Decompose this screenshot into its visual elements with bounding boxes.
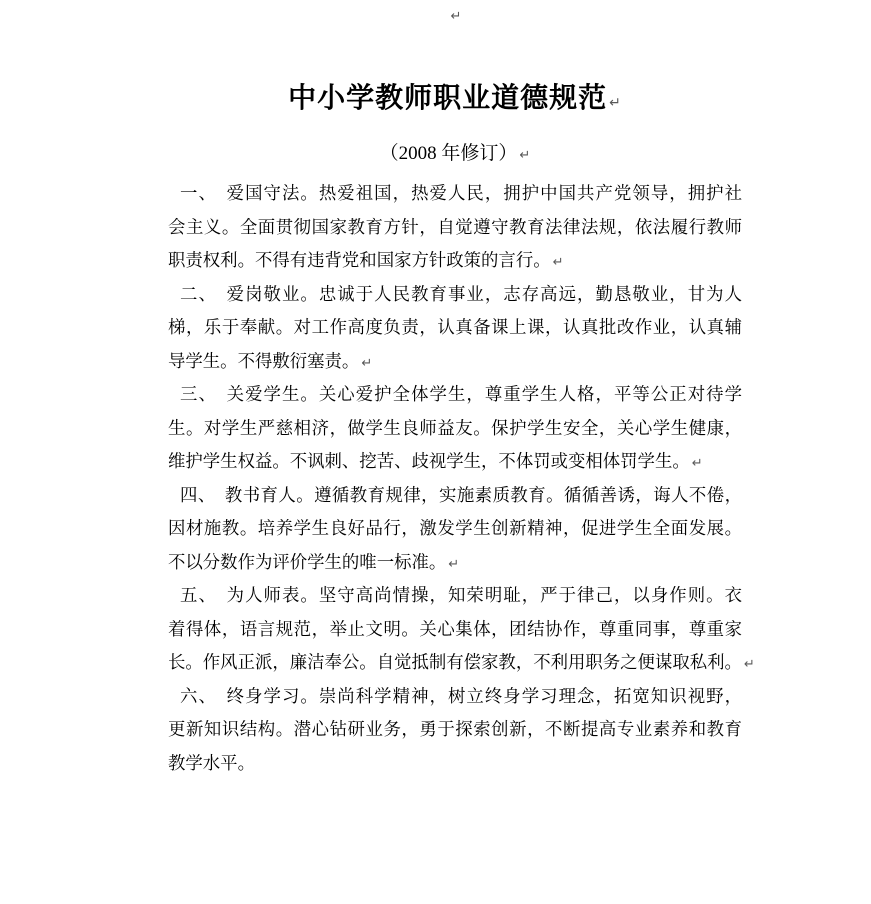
paragraph xyxy=(168,278,742,379)
page-title xyxy=(168,80,742,121)
text-line: 导学生。不得敷衍塞责。 ↵ xyxy=(168,350,373,371)
text-line: 着得体，语言规范，举止文明。关心集体，团结协作，尊重同事，尊重家 xyxy=(168,618,742,639)
document-content xyxy=(168,0,755,780)
paragraph-mark-icon: ↵ xyxy=(691,456,703,471)
text-line: 因材施教。培养学生良好品行，激发学生创新精神，促进学生全面发展。 xyxy=(168,518,742,538)
document-subtitle-text: （2008 年修订） xyxy=(379,143,518,164)
paragraph xyxy=(168,479,742,580)
paragraph-mark-icon: ↵ xyxy=(552,255,564,270)
paragraph-mark-icon: ↵ xyxy=(361,355,373,371)
text-line: 五、 为人师表。坚守高尚情操，知荣明耻，严于律己，以身作则。衣 xyxy=(180,585,742,605)
text-line: 长。作风正派，廉洁奉公。自觉抵制有偿家教，不利用职务之便谋取私利。 ↵ xyxy=(168,652,755,672)
paragraph-mark-icon: ↵ xyxy=(450,9,462,24)
paragraph xyxy=(168,177,742,278)
text-line: 会主义。全面贯彻国家教育方针，自觉遵守教育法律法规，依法履行教师 xyxy=(168,216,742,237)
text-line: 四、 教书育人。遵循教育规律，实施素质教育。循循善诱，诲人不倦， xyxy=(180,484,742,505)
page-title-text: 中小学教师职业道德规范 xyxy=(288,82,608,113)
document-subtitle xyxy=(168,139,742,171)
text-line: 一、 爱国守法。热爱祖国，热爱人民，拥护中国共产党领导，拥护社 xyxy=(180,183,742,203)
document-body xyxy=(168,177,755,780)
paragraph-mark-icon: ↵ xyxy=(519,148,531,163)
paragraph xyxy=(168,378,742,479)
empty-paragraph xyxy=(168,0,742,26)
paragraph xyxy=(168,680,742,781)
text-line: 教学水平。 xyxy=(168,752,255,773)
paragraph xyxy=(168,579,755,680)
text-line: 维护学生权益。不讽刺、挖苦、歧视学生，不体罚或变相体罚学生。 ↵ xyxy=(168,451,703,471)
paragraph-mark-icon: ↵ xyxy=(609,95,622,111)
text-line: 梯，乐于奉献。对工作高度负责，认真备课上课，认真批改作业，认真辅 xyxy=(168,317,742,337)
text-line: 不以分数作为评价学生的唯一标准。 ↵ xyxy=(168,551,460,572)
paragraph-mark-icon: ↵ xyxy=(743,657,755,672)
text-line: 三、 关爱学生。关心爱护全体学生，尊重学生人格，平等公正对待学 xyxy=(180,384,742,404)
text-line: 二、 爱岗敬业。忠诚于人民教育事业，志存高远，勤恳敬业，甘为人 xyxy=(180,283,742,304)
text-line: 更新知识结构。潜心钻研业务，勇于探索创新，不断提高专业素养和教育 xyxy=(168,719,742,739)
text-line: 职责权利。不得有违背党和国家方针政策的言行。 ↵ xyxy=(168,250,564,270)
paragraph-mark-icon: ↵ xyxy=(448,556,460,572)
text-line: 六、 终身学习。崇尚科学精神，树立终身学习理念，拓宽知识视野， xyxy=(180,685,742,706)
text-line: 生。对学生严慈相济，做学生良师益友。保护学生安全，关心学生健康， xyxy=(168,417,742,438)
